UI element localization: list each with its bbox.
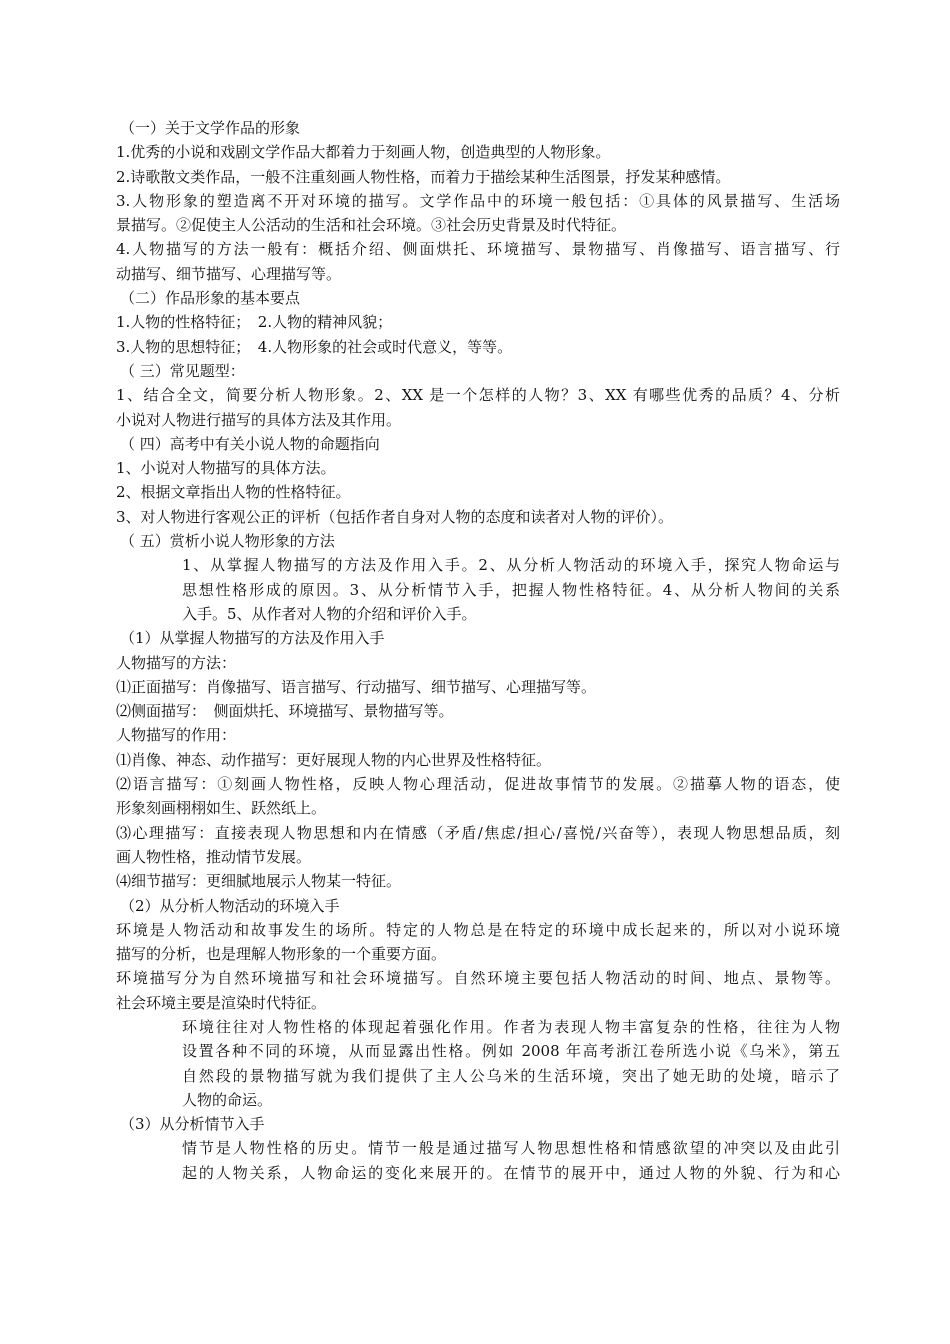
text-line: 1、结合全文，简要分析人物形象。2、XX 是一个怎样的人物？3、XX 有哪些优秀的品质？4、分析 (116, 386, 840, 405)
text-line: ⑶心理描写：直接表现人物思想和内在情感（矛盾/焦虑/担心/喜悦/兴奋等），表现人物思想品质，刻 (116, 823, 840, 842)
text-line: 小说对人物进行描写的具体方法及其作用。 (116, 410, 402, 429)
text-line: 环境是人物活动和故事发生的场所。特定的人物总是在特定的环境中成长起来的，所以对小说环境 (116, 920, 840, 939)
text-line: 社会环境主要是渲染时代特征。 (116, 993, 327, 1012)
text-line: ⑷细节描写：更细腻地展示人物某一特征。 (116, 872, 402, 891)
text-line: 3.人物形象的塑造离不开对环境的描写。文学作品中的环境一般包括：①具体的风景描写、生活场 (116, 191, 840, 210)
text-line: （2）从分析人物活动的环境入手 (120, 896, 340, 915)
text-line: 起的人物关系，人物命运的变化来展开的。在情节的展开中，通过人物的外貌、行为和心 (182, 1163, 840, 1182)
text-line: 描写的分析，也是理解人物形象的一个重要方面。 (116, 945, 447, 964)
text-line: 2.诗歌散文类作品，一般不注重刻画人物性格，而着力于描绘某种生活图景，抒发某种感情。 (116, 167, 731, 186)
text-line: 画人物性格，推动情节发展。 (116, 847, 312, 866)
text-line: 3、对人物进行客观公正的评析（包括作者自身对人物的态度和读者对人物的评价）。 (116, 507, 674, 526)
text-line: ⑴正面描写：肖像描写、语言描写、行动描写、细节描写、心理描写等。 (116, 677, 597, 696)
text-line: 思想性格形成的原因。3、从分析情节入手，把握人物性格特征。4、从分析人物间的关系 (182, 580, 840, 599)
text-line: （ 三）常见题型： (120, 361, 245, 380)
text-line: （一）关于文学作品的形象 (120, 119, 301, 137)
text-line: 1.优秀的小说和戏剧文学作品大都着力于刻画人物，创造典型的人物形象。 (116, 143, 611, 162)
text-line: （ 四）高考中有关小说人物的命题指向 (120, 434, 380, 453)
text-line: ⑵侧面描写： 侧面烘托、环境描写、景物描写等。 (116, 702, 454, 721)
text-line: （ 五）赏析小说人物形象的方法 (120, 532, 335, 551)
text-line: （二）作品形象的基本要点 (120, 289, 301, 308)
text-line: 动描写、细节描写、心理描写等。 (116, 264, 342, 283)
text-line: ⑵语言描写：①刻画人物性格，反映人物心理活动，促进故事情节的发展。②描摹人物的语态，使 (116, 775, 840, 794)
text-line: 环境往往对人物性格的体现起着强化作用。作者为表现人物丰富复杂的性格，往往为人物 (182, 1017, 840, 1036)
text-line: 人物的命运。 (182, 1090, 273, 1109)
text-line: 3.人物的思想特征； 4.人物形象的社会或时代意义，等等。 (116, 337, 513, 356)
text-line: ⑴肖像、神态、动作描写：更好展现人物的内心世界及性格特征。 (116, 750, 552, 769)
text-line: （3）从分析情节入手 (120, 1115, 265, 1134)
text-line: 自然段的景物描写就为我们提供了主人公乌米的生活环境，突出了她无助的处境，暗示了 (182, 1066, 840, 1085)
text-line: 人物描写的作用： (116, 726, 237, 745)
text-line: 入手。5、从作者对人物的介绍和评价入手。 (182, 604, 477, 623)
text-line: 景描写。②促使主人公活动的生活和社会环境。③社会历史背景及时代特征。 (116, 216, 627, 235)
text-line: 情节是人物性格的历史。情节一般是通过描写人物思想性格和情感欲望的冲突以及由此引 (182, 1139, 840, 1158)
text-line: 4.人物描写的方法一般有：概括介绍、侧面烘托、环境描写、景物描写、肖像描写、语言描写、行 (116, 240, 840, 259)
text-line: 1、小说对人物描写的具体方法。 (116, 459, 336, 478)
text-line: 环境描写分为自然环境描写和社会环境描写。自然环境主要包括人物活动的时间、地点、景物等。 (116, 969, 840, 988)
text-line: （1）从掌握人物描写的方法及作用入手 (120, 629, 385, 648)
text-line: 设置各种不同的环境，从而显露出性格。例如 2008 年高考浙江卷所选小说《乌米》，第五 (182, 1042, 840, 1061)
text-line: 1.人物的性格特征； 2.人物的精神风貌； (116, 313, 393, 332)
text-line: 形象刻画栩栩如生、跃然纸上。 (116, 799, 327, 818)
document-body (116, 116, 840, 1185)
text-line: 人物描写的方法： (116, 653, 237, 672)
text-line: 1、从掌握人物描写的方法及作用入手。2、从分析人物活动的环境入手，探究人物命运与 (182, 556, 840, 575)
text-line: 2、根据文章指出人物的性格特征。 (116, 483, 351, 502)
